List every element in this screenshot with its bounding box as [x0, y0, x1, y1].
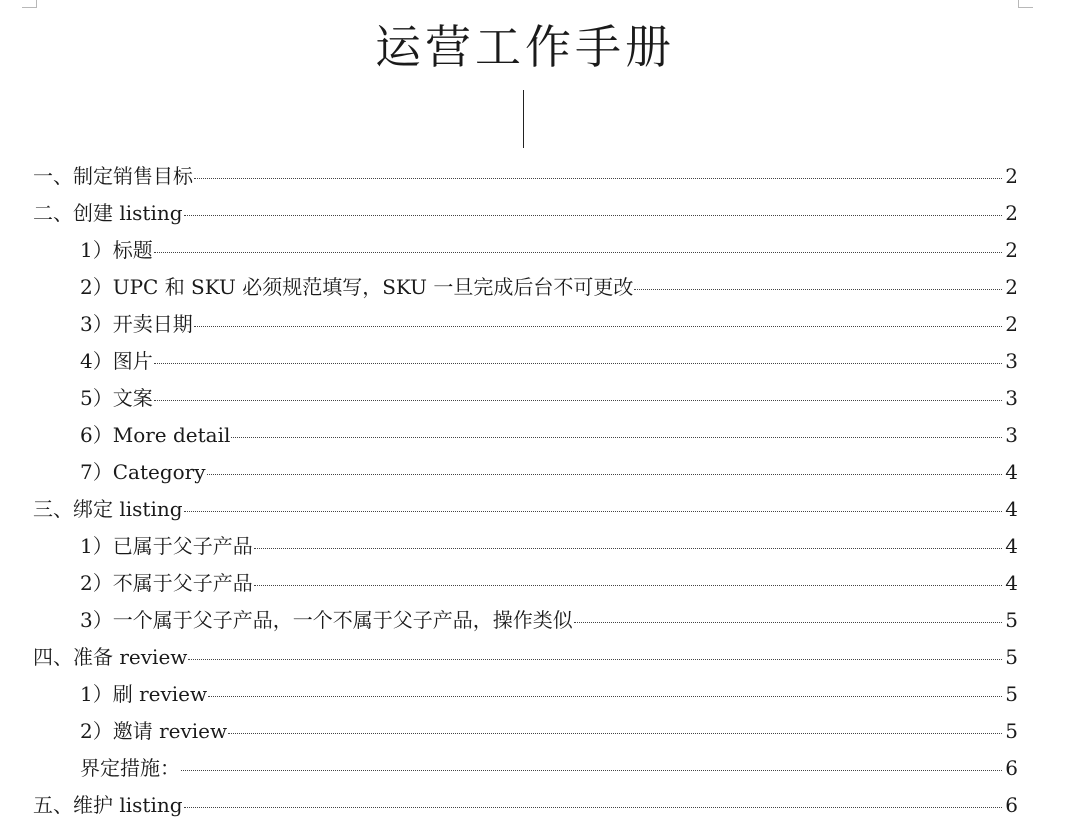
- text-cursor: [523, 90, 524, 148]
- toc-page-number[interactable]: 5: [1005, 608, 1018, 632]
- toc-page-number[interactable]: 4: [1005, 571, 1018, 595]
- toc-page-number[interactable]: 3: [1005, 349, 1018, 373]
- toc-dot-leader: [188, 659, 1002, 660]
- toc-entry-text[interactable]: 二、创建 listing: [33, 201, 183, 225]
- toc-page-number[interactable]: 5: [1005, 682, 1018, 706]
- toc-page-number[interactable]: 3: [1005, 423, 1018, 447]
- toc-dot-leader: [634, 289, 1002, 290]
- toc-page-number[interactable]: 5: [1005, 719, 1018, 743]
- toc-page-number[interactable]: 4: [1005, 460, 1018, 484]
- toc-page-number[interactable]: 2: [1005, 164, 1018, 188]
- toc-page-number[interactable]: 6: [1005, 756, 1018, 780]
- toc-entry[interactable]: [33, 639, 1018, 676]
- toc-page-number[interactable]: 2: [1005, 201, 1018, 225]
- page-corner-mark-left: [22, 0, 37, 8]
- toc-entry[interactable]: [33, 158, 1018, 195]
- toc-entry[interactable]: [33, 602, 1018, 639]
- toc-entry-text[interactable]: 1）标题: [80, 238, 153, 262]
- toc-entry[interactable]: [33, 195, 1018, 232]
- toc-entry[interactable]: [33, 565, 1018, 602]
- toc-dot-leader: [154, 363, 1003, 364]
- toc-dot-leader: [184, 215, 1003, 216]
- toc-entry-text[interactable]: 五、维护 listing: [33, 793, 183, 817]
- toc-entry-text[interactable]: 1）刷 review: [80, 682, 208, 706]
- toc-page-number[interactable]: 4: [1005, 534, 1018, 558]
- toc-entry[interactable]: [33, 750, 1018, 787]
- toc-page-number[interactable]: 5: [1005, 645, 1018, 669]
- toc-dot-leader: [228, 733, 1002, 734]
- toc-entry-text[interactable]: 1）已属于父子产品: [80, 534, 253, 558]
- toc-entry[interactable]: [33, 232, 1018, 269]
- toc-entry-text[interactable]: 一、制定销售目标: [33, 164, 193, 188]
- toc-entry-text[interactable]: 7）Category: [80, 460, 206, 484]
- toc-entry-text[interactable]: 2）不属于父子产品: [80, 571, 253, 595]
- toc-entry[interactable]: [33, 528, 1018, 565]
- toc-entry[interactable]: [33, 713, 1018, 750]
- toc-dot-leader: [231, 437, 1002, 438]
- page-corner-mark-right: [1018, 0, 1033, 8]
- toc-dot-leader: [194, 178, 1002, 179]
- toc-entry[interactable]: [33, 454, 1018, 491]
- toc-dot-leader: [154, 252, 1003, 253]
- toc-page-number[interactable]: 2: [1005, 312, 1018, 336]
- toc-dot-leader: [574, 622, 1003, 623]
- toc-entry-text[interactable]: 四、准备 review: [33, 645, 188, 669]
- toc-page-number[interactable]: 3: [1005, 386, 1018, 410]
- toc-dot-leader: [207, 474, 1003, 475]
- table-of-contents: [33, 158, 1018, 824]
- toc-page-number[interactable]: 6: [1005, 793, 1018, 817]
- toc-dot-leader: [154, 400, 1003, 401]
- toc-entry-text[interactable]: 4）图片: [80, 349, 153, 373]
- toc-entry-text[interactable]: 三、绑定 listing: [33, 497, 183, 521]
- toc-entry-text[interactable]: 6）More detail: [80, 423, 231, 447]
- toc-entry[interactable]: [33, 306, 1018, 343]
- toc-page-number[interactable]: 2: [1005, 275, 1018, 299]
- toc-dot-leader: [254, 548, 1003, 549]
- toc-entry[interactable]: [33, 380, 1018, 417]
- toc-entry-text[interactable]: 3）一个属于父子产品，一个不属于父子产品，操作类似: [80, 608, 573, 632]
- toc-page-number[interactable]: 2: [1005, 238, 1018, 262]
- toc-entry-text[interactable]: 2）UPC 和 SKU 必须规范填写，SKU 一旦完成后台不可更改: [80, 275, 634, 299]
- toc-entry[interactable]: [33, 417, 1018, 454]
- toc-dot-leader: [184, 807, 1003, 808]
- toc-page-number[interactable]: 4: [1005, 497, 1018, 521]
- toc-entry[interactable]: [33, 269, 1018, 306]
- toc-dot-leader: [184, 511, 1003, 512]
- toc-entry-text[interactable]: 2）邀请 review: [80, 719, 228, 743]
- toc-entry[interactable]: [33, 787, 1018, 824]
- toc-entry[interactable]: [33, 491, 1018, 528]
- toc-entry[interactable]: [33, 343, 1018, 380]
- document-title: 运营工作手册: [375, 20, 675, 74]
- toc-entry[interactable]: [33, 676, 1018, 713]
- toc-entry-text[interactable]: 3）开卖日期: [80, 312, 193, 336]
- toc-entry-text[interactable]: 界定措施：: [80, 756, 180, 780]
- toc-dot-leader: [254, 585, 1003, 586]
- toc-dot-leader: [181, 770, 1002, 771]
- toc-entry-text[interactable]: 5）文案: [80, 386, 153, 410]
- toc-dot-leader: [208, 696, 1002, 697]
- toc-dot-leader: [194, 326, 1003, 327]
